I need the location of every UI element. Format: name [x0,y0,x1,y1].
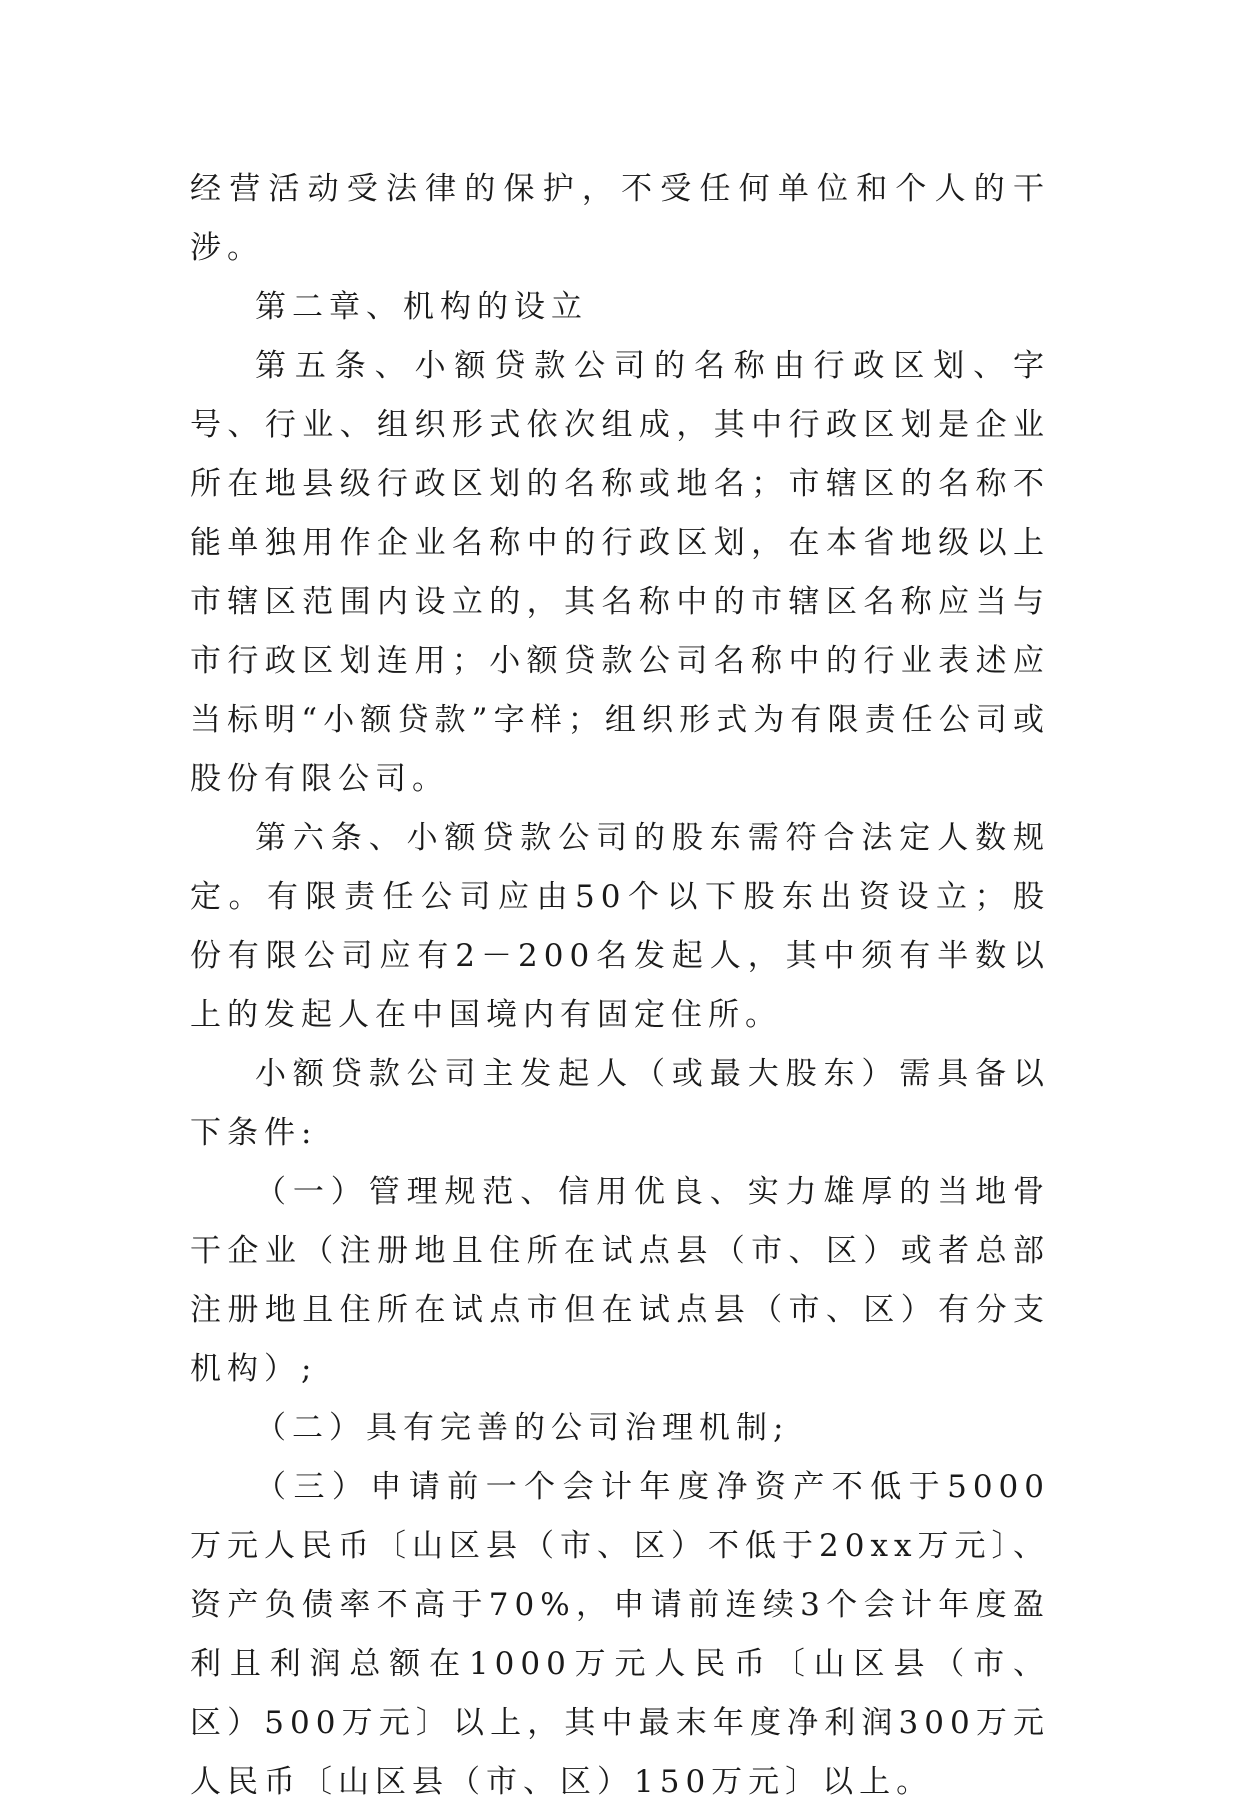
condition-two: （二）具有完善的公司治理机制; [255,1410,790,1446]
chapter-heading: 第二章、机构的设立 [255,289,588,325]
condition-one: （一）管理规范、信用优良、实力雄厚的当地骨干企业（注册地且住所在试点县（市、区）或者总部注册地且住所在试点市但在试点县（市、区）有分支机构）; [190,1174,1050,1387]
paragraph-continuation: 经营活动受法律的保护，不受任何单位和个人的干涉。 [190,171,1050,266]
document-body [190,160,1050,1812]
sponsor-conditions-intro: 小额贷款公司主发起人（或最大股东）需具备以下条件: [190,1056,1050,1151]
condition-three: （三）申请前一个会计年度净资产不低于5000万元人民币〔山区县（市、区）不低于20xx万元〕、资产负债率不高于70%，申请前连续3个会计年度盈利且利润总额在1000万元人民币〔山区县（市、区）500万元〕以上，其中最末年度净利润300万元人民币〔山区县（市、区）150万元〕以上。 [190,1469,1050,1800]
article-six: 第六条、小额贷款公司的股东需符合法定人数规定。有限责任公司应由50个以下股东出资设立；股份有限公司应有2－200名发起人，其中须有半数以上的发起人在中国境内有固定住所。 [190,820,1050,1033]
article-five: 第五条、小额贷款公司的名称由行政区划、字号、行业、组织形式依次组成，其中行政区划是企业所在地县级行政区划的名称或地名；市辖区的名称不能单独用作企业名称中的行政区划，在本省地级以上市辖区范围内设立的，其名称中的市辖区名称应当与市行政区划连用；小额贷款公司名称中的行业表述应当标明“小额贷款”字样；组织形式为有限责任公司或股份有限公司。 [190,348,1050,797]
